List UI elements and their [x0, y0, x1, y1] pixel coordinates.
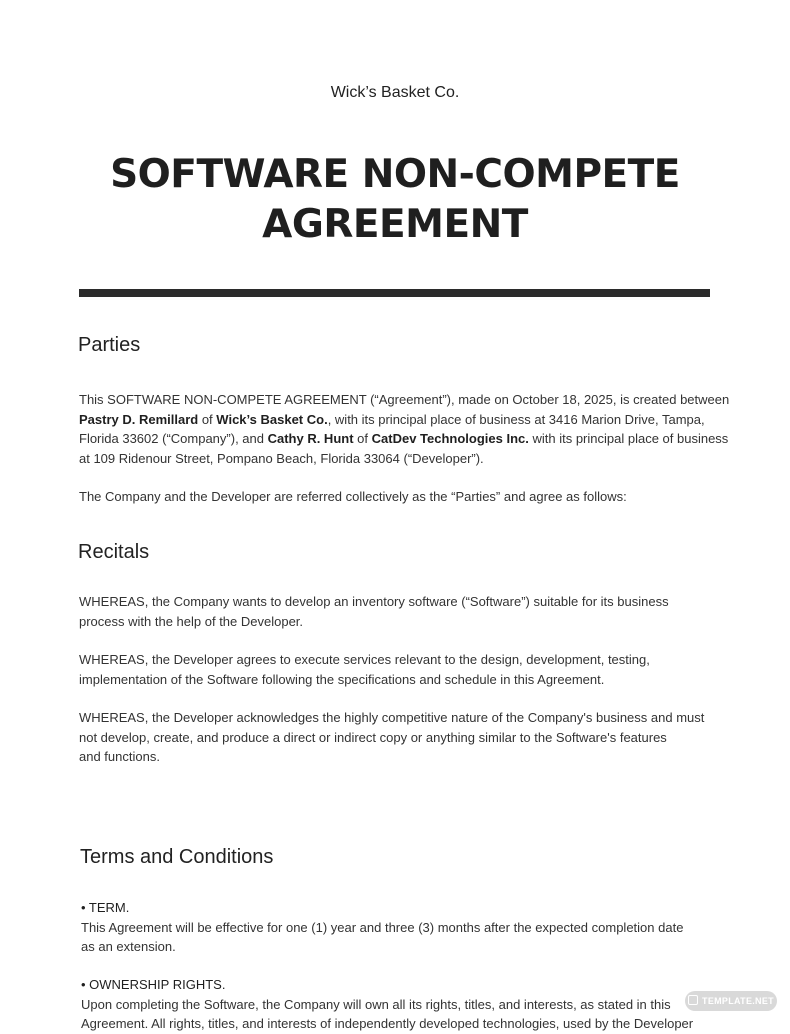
parties-line-2: Pastry D. Remillard of Wick’s Basket Co., with its principal place of business at 3416 Marion Drive, Tampa, [79, 411, 705, 427]
section-heading-parties: Parties [78, 334, 141, 356]
developer-company-name: CatDev Technologies Inc. [371, 431, 529, 446]
company-name: Wick’s Basket Co. [330, 84, 460, 101]
parties-paragraph [79, 390, 729, 468]
title-line-2: AGREEMENT [262, 202, 528, 247]
company-legal-name: Wick’s Basket Co. [216, 411, 328, 427]
ownership-clause-label: • OWNERSHIP RIGHTS. [81, 977, 226, 992]
company-rep-name: Pastry D. Remillard [79, 411, 199, 427]
developer-rep-name: Cathy R. Hunt [267, 431, 354, 446]
section-heading-recitals: Recitals [78, 541, 150, 563]
term-clause: • TERM. This Agreement will be effective for one (1) year and three (3) months after the expected completion date as an extension. [81, 898, 721, 957]
parties-line-1: This SOFTWARE NON-COMPETE AGREEMENT (“Agreement”), made on October 18, 2025, is created between [79, 392, 730, 407]
section-heading-terms: Terms and Conditions [80, 846, 274, 868]
ownership-clause: • OWNERSHIP RIGHTS. Upon completing the Software, the Company will own all its rights, titles, and interests, as stated in this Agreement. All rights, titles, and interests of independently developed technologies, used by the Developer [81, 975, 721, 1034]
recital-1: WHEREAS, the Company wants to develop an inventory software (“Software”) suitable for its business process with the help of the Developer. [79, 594, 669, 629]
template-watermark[interactable]: TEMPLATE.NET [685, 991, 777, 1011]
recital-3: WHEREAS, the Developer acknowledges the highly competitive nature of the Company's business and must not develop, create, and produce a direct or indirect copy or anything similar to the Software's features and functions. [79, 710, 705, 764]
title-divider [79, 289, 710, 297]
parties-collective-paragraph: The Company and the Developer are referred collectively as the “Parties” and agree as follows: [79, 489, 627, 504]
document-title [0, 150, 790, 250]
term-clause-label: • TERM. [81, 900, 130, 915]
title-line-1: SOFTWARE NON-COMPETE [110, 152, 680, 197]
parties-line-4: at 109 Ridenour Street, Pompano Beach, Florida 33064 (“Developer”). [79, 450, 484, 466]
parties-line-3: Florida 33602 (“Company”), and Cathy R. Hunt of CatDev Technologies Inc. with its principal place of business [79, 431, 729, 446]
template-logo-icon [688, 995, 698, 1005]
recital-2: WHEREAS, the Developer agrees to execute services relevant to the design, development, testing, implementation of the Software following the specifications and schedule in this Agreement. [79, 652, 650, 687]
